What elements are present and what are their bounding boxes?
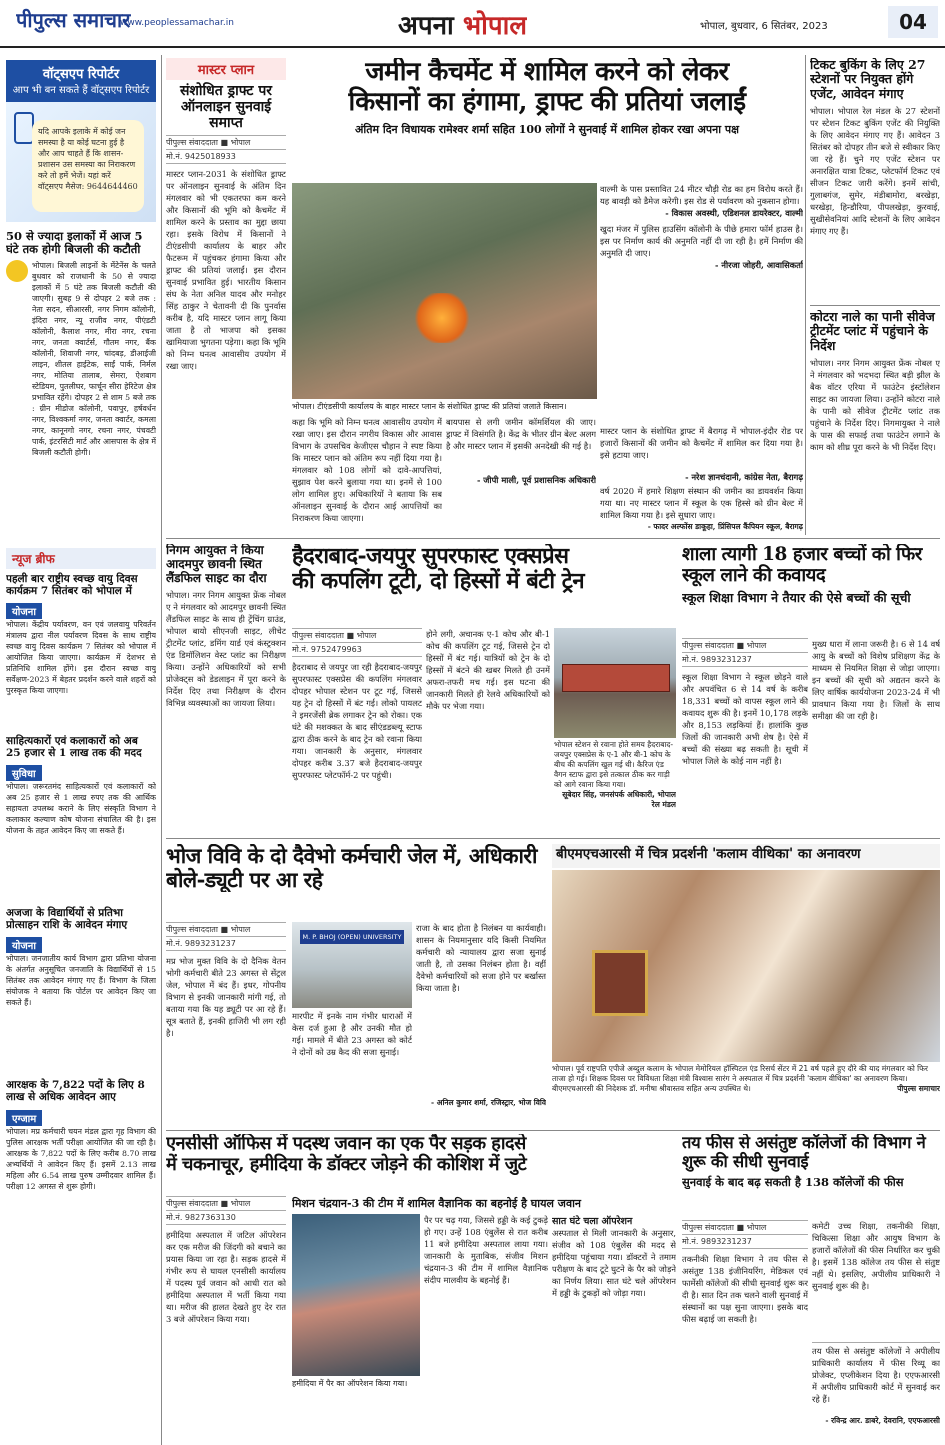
news-brief xyxy=(6,548,156,1438)
fee-mobile: मो.नं. 9893231237 xyxy=(682,1235,808,1249)
lead-quotes-bottom xyxy=(446,416,596,534)
whatsapp-title: वॉट्सएप रिपोर्टर xyxy=(42,67,120,82)
bhoj-caption: मारपीट में इनके नाम गंभीर धाराओं में केस दर्ज हुआ है और उनकी मौत हो गई। मामले में बीते 23 अगस्त को कोर्ट ने दोनों को उम्र कैद की सजा सुनाई। xyxy=(292,1011,412,1057)
exhibition-caption xyxy=(552,1064,940,1094)
brief-1-headline: पहली बार राष्ट्रीय स्वच्छ वायु दिवस कार्यक्रम 7 सितंबर को भोपाल में xyxy=(6,573,138,598)
brief-4-body: भोपाल। मप्र कर्मचारी चयन मंडल द्वारा गृह विभाग की पुलिस आरक्षक भर्ती परीक्षा आयोजित की जा रही है। आरक्षक के 7,822 पदों के लिए करीब 8.70 लाख अभ्यर्थियों ने आवेदन किए हैं। इसमें 2.13 लाख महिला और 6.54 लाख पुरुष उम्मीदवार शामिल हैं। परीक्षा 12 अगस्त से शुरू होगी। xyxy=(6,1126,156,1191)
bhoj-byline: पीपुल्स संवाददाता ■ भोपाल xyxy=(166,922,286,937)
brief-4-tag: एग्जाम xyxy=(6,1110,42,1126)
train-coach-icon xyxy=(562,664,670,692)
quote-2-by: - नीरजा जोहरी, आवासिकर्ता xyxy=(715,260,803,270)
exhibition-credit: पीपुल्स समाचार xyxy=(897,1084,940,1093)
phone-icon xyxy=(14,112,34,144)
train-caption-text: भोपाल स्टेशन से रवाना होते समय हैदराबाद-जयपुर एक्सप्रेस के ए-1 और बी-1 कोच के बीच की कपलिंग खुल गई थी। कैरिज एंड वैगन स्टाफ द्वारा इसे तत्काल ठीक कर गाड़ी को आगे रवाना किया गया। xyxy=(554,740,674,789)
quote-5-by: - फादर अल्फोंस डाकूहा, प्रिंसिपल कैंपियन स्कूल, बैरागढ़ xyxy=(647,522,803,531)
fee-headline: तय फीस से असंतुष्ट कॉलेजों की विभाग ने शुरू की सीधी सुनवाई xyxy=(682,1134,926,1171)
brief-1-tag: योजना xyxy=(6,603,42,619)
quote-3: बायपास से लगी जमीन कॉमर्शियल की जाए। ड्राफ्ट में विसंगति है। केंद्र के भीतर ग्रीन बेल्ट अलग है और मास्टर प्लान में इसकी अनदेखी की गई है। xyxy=(446,417,596,451)
brief-3-tag: योजना xyxy=(6,937,42,953)
train-byline: पीपुल्स संवाददाता ■ भोपाल xyxy=(292,628,422,643)
bhoj-side-by: - अनिल कुमार शर्मा, रजिस्ट्रार, भोज विवि xyxy=(431,1098,546,1107)
lead-headline-1: जमीन कैचमेंट में शामिल करने को लेकर xyxy=(365,58,729,87)
power-cut-article xyxy=(6,230,156,528)
fee-body: तकनीकी शिक्षा विभाग ने तय फीस से असंतुष्ट 138 इंजीनियरिंग, मेडिकल एवं फार्मेसी कॉलेजों की सीधी सुनवाई शुरू कर दी है। सात दिन तक चलने वाली सुनवाई में संस्थानों का पक्ष सुना जाएगा। इसके बाद फीस बढ़ाई जा सकती है। xyxy=(682,1254,808,1324)
ncc-deck-wrap xyxy=(292,1196,676,1211)
bhoj-article xyxy=(166,844,546,892)
train-headline-1: हैदराबाद-जयपुर सुपरफास्ट एक्सप्रेस xyxy=(292,544,569,569)
quote-2: खुदा मंजर में पुलिस हाउसिंग कॉलोनी के पीछे हमारा फॉर्म हाउस है। इस पर निर्माण कार्य की अनुमति नहीं दी जा रही है। हमें निर्माण की अनुमति दी जाए। xyxy=(600,224,803,258)
brief-4-headline: आरक्षक के 7,822 पदों के लिए 8 लाख से अधिक आवेदन आए xyxy=(6,1079,145,1104)
fee-byline: पीपुल्स संवाददाता ■ भोपाल xyxy=(682,1220,808,1235)
train-col-2 xyxy=(426,628,550,833)
dateline: भोपाल, बुधवार, 6 सितंबर, 2023 xyxy=(700,21,828,32)
school-col-1 xyxy=(682,638,808,833)
ncc-side-title: सात घंटे चला ऑपरेशन xyxy=(552,1216,633,1227)
sewage-body: भोपाल। नगर निगम आयुक्त फ्रेंक नोबल ए ने मंगलवार को भदभदा स्थित बड़ी झील के बैक वॉटर एरिया में फाउंटेन इंस्टॉलेशन साइट का जायजा लिया। उन्होंने कोटरा नाले के पानी को सीवेज ट्रीटमेंट प्लांट तक पहुंचाने के निर्देश दिए। निगमायुक्त ने नाले के पास की सफाई तथा फाउंटेन लगाने के काम को शीघ्र पूरा करने के भी निर्देश दिए। xyxy=(810,358,940,453)
bhoj-headline: भोज विवि के दो दैवेभो कर्मचारी जेल में, अधिकारी बोले-ड्यूटी पर आ रहे xyxy=(166,844,537,893)
exhibition-caption-text: भोपाल। पूर्व राष्ट्रपति एपीजे अब्दुल कलाम के भोपाल मेमोरियल हॉस्पिटल एंड रिसर्च सेंटर में 21 वर्ष पहले हुए दौरे की याद मंगलवार को फिर ताजा हो गई। शिक्षक दिवस पर विविधता शिक्षा मंत्री विश्वास सारंग ने अस्पताल में चित्र प्रदर्शनी 'कलाम वीथिका' का अनावरण किया। बीएमएचआरसी की निदेशक डॉ. मनीषा श्रीवास्तव सहित अन्य उपस्थित थे। xyxy=(552,1064,928,1093)
power-headline: 50 से ज्यादा इलाकों में आज 5 घंटे तक होगी बिजली की कटौती xyxy=(6,230,143,257)
lead-article xyxy=(292,58,802,137)
exhibition-photo xyxy=(552,870,940,1062)
whatsapp-subtitle: आप भी बन सकते हैं वॉट्सएप रिपोर्टर xyxy=(12,85,150,96)
train-caption-by: सूबेदार सिंह, जनसंपर्क अधिकारी, भोपाल रेल मंडल xyxy=(562,790,676,809)
ticket-agent-article xyxy=(810,58,940,303)
master-plan-article xyxy=(166,58,286,532)
fee-side-by: - रविन्द्र आर. डाबरे, देवरानि, एएफआरसी xyxy=(825,1416,940,1425)
portrait-frame-icon xyxy=(592,950,648,1016)
fee-body-2: कमेटी उच्च शिक्षा, तकनीकी शिक्षा, चिकित्सा शिक्षा और आयुष विभाग के हजारों कॉलेजों की फीस निर्धारित कर चुकी है। इसमें 138 कॉलेज तय फीस से संतुष्ट नहीं थे। इसलिए, अपीलीय प्राधिकारी ने सुनवाई शुरू की है। xyxy=(812,1221,940,1291)
lead-headline-2: किसानों का हंगामा, ड्राफ्ट की प्रतियां जलाईं xyxy=(348,86,746,117)
train-body-2: होने लगी, अचानक ए-1 कोच और बी-1 कोच की कपलिंग टूट गई, जिससे ट्रेन दो हिस्सों में बंट गई। यात्रियों को ट्रेन के दो हिस्सों में बंटने की खबर मिलते ही उनमें अफरा-तफरी मच गई। इस घटना की जानकारी मिलते ही रेलवे अधिकारियों को मौके पर भेजा गया। xyxy=(426,629,550,711)
train-article xyxy=(292,544,676,595)
bhoj-photo xyxy=(292,922,412,1008)
fire-icon xyxy=(412,293,472,343)
masthead xyxy=(0,0,945,48)
brief-1-body: भोपाल। केंद्रीय पर्यावरण, वन एवं जलवायु परिवर्तन मंत्रालय द्वारा नील पर्यावरण दिवस के साथ राष्ट्रीय स्वच्छ वायु दिवस कार्यक्रम 7 सितंबर को भोपाल में आयोजित किया जाएगा। कार्यक्रम में देशभर से प्रतिनिधि शामिल होंगे। इस दौरान स्वच्छ वायु सर्वेक्षण-2023 में बेहतर प्रदर्शन करने वाले शहरों को पुरस्कृत किया जाएगा। xyxy=(6,620,156,696)
ncc-body-2: पैर पर चढ़ गया, जिससे हड्डी के कई टुकड़े हो गए। उन्हें 108 एंबुलेंस से रात करीब 11 बजे हमीदिया अस्पताल लाया गया। जानकारी के मुताबिक, संजीव मिशन चंद्रयान-3 की टीम में शामिल वैज्ञानिक संदीप मालवीय के बहनोई हैं। xyxy=(424,1215,548,1285)
school-col-2 xyxy=(812,638,940,833)
section-title xyxy=(398,6,527,42)
lead-quotes-right xyxy=(600,183,803,423)
section-title-b: भोपाल xyxy=(462,11,528,41)
bulb-icon xyxy=(6,260,28,282)
sewage-article xyxy=(810,310,940,535)
ncc-col-1 xyxy=(166,1196,286,1441)
brief-3-headline: अजजा के विद्यार्थियों से प्रतिभा प्रोत्साहन राशि के आवेदन मंगाए xyxy=(6,907,128,932)
train-mobile: मो.नं. 9752479963 xyxy=(292,643,422,657)
bhoj-col-2 xyxy=(292,1010,412,1128)
lead-photo xyxy=(292,183,597,399)
master-plan-mobile: मो.नं. 9425018933 xyxy=(166,150,286,164)
master-plan-kicker: मास्टर प्लान xyxy=(166,58,286,80)
exhibition-header xyxy=(552,844,940,868)
fee-article xyxy=(682,1134,940,1189)
ncc-col-2 xyxy=(424,1214,548,1439)
bhoj-col-1 xyxy=(166,922,286,1127)
exhibition-headline: बीएमएचआरसी में चित्र प्रदर्शनी 'कलाम वीथिका' का अनावरण xyxy=(556,846,861,862)
landfill-article xyxy=(166,544,286,834)
train-headline-2: की कपलिंग टूटी, दो हिस्सों में बंटी ट्रेन xyxy=(292,568,585,595)
ncc-deck: मिशन चंद्रयान-3 की टीम में शामिल वैज्ञानिक का बहनोई है घायल जवान xyxy=(292,1197,582,1210)
ncc-side xyxy=(552,1214,676,1439)
school-mobile: मो.नं. 9893231237 xyxy=(682,653,808,667)
school-body-2: मुख्य धारा में लाना जरूरी है। 6 से 14 वर्ष आयु के बच्चों को विशेष प्रशिक्षण केंद्र के माध्यम से नियमित शिक्षा से जोड़ा जाएगा। इन बच्चों की सूची को अद्यतन करने के लिए वार्षिक कार्ययोजना 2023-24 में भी प्रावधान किया गया है। जिलों के साथ समीक्षा की जा रही है। xyxy=(812,639,940,721)
bhoj-body: मप्र भोज मुक्त विवि के दो दैनिक वेतन भोगी कर्मचारी बीते 23 अगस्त से सेंट्रल जेल, भोपाल में बंद हैं। इधर, गोपनीय विभाग से इनकी जानकारी मांगी गई, तो बताया गया कि यह ड्यूटी पर आ रहे हैं। सूत्र बताते हैं, इनकी हाजिरी भी लग रही है। xyxy=(166,956,286,1038)
brief-2-headline: साहित्यकारों एवं कलाकारों को अब 25 हजार से 1 लाख तक की मदद xyxy=(6,735,142,760)
ticket-headline: टिकट बुकिंग के लिए 27 स्टेशनों पर नियुक्त होंगे एजेंट, आवेदन मंगाए xyxy=(810,58,926,101)
whatsapp-bubble: यदि आपके इलाके में कोई जन समस्या है या कोई घटना हुई है और आप चाहते हैं कि शासन-प्रशासन उस समस्या का निराकरण करे तो हमें भेजें। यहां करें वॉट्सएप मैसेज: 9644644460 xyxy=(32,120,144,212)
whatsapp-reporter-box xyxy=(6,60,156,102)
school-article xyxy=(682,544,940,605)
quote-3-by: - जीपी माली, पूर्व प्रशासनिक अधिकारी xyxy=(476,475,596,485)
whatsapp-promo xyxy=(6,102,156,222)
news-brief-label: न्यूज ब्रीफ xyxy=(6,548,156,569)
bhoj-side-text: राजा के बाद होता है निलंबन या कार्यवाही। शासन के नियमानुसार यदि किसी नियमित कर्मचारी को न्यायालय द्वारा सजा सुनाई जाती है, तो उसका निलंबन होता है। वहीं दैवेभो कर्मचारियों को सजा होने पर बर्खास्त किया जाता है। xyxy=(416,923,546,993)
ticket-body: भोपाल। भोपाल रेल मंडल के 27 स्टेशनों पर स्टेशन टिकट बुकिंग एजेंट की नियुक्ति के लिए आवेदन मंगाए गए हैं। आवेदन 3 सितंबर को दोपहर तीन बजे से स्वीकार किए जा रहे हैं। चुने गए एजेंट स्टेशन पर अनारक्षित यात्रा टिकट, प्लेटफॉर्म टिकट एवं सीजन टिकट जारी करेंगे। इनमें सांची, गुलाबगंज, सुमेर, मंडीबामोरा, बरखेड़ा, धरखेड़ा, हिन्डौरिया, पीपलखेड़ा, कुरवाई, सुखीसेवनियां आदि स्टेशनों के लिए आवेदन मंगाए गए हैं। xyxy=(810,106,940,237)
fee-col-1 xyxy=(682,1220,808,1440)
lead-photo-caption: भोपाल। टीएंडसीपी कार्यालय के बाहर मास्टर प्लान के संशोधित ड्राफ्ट की प्रतियां जलाते किसान। xyxy=(292,402,567,411)
ncc-article xyxy=(166,1134,676,1175)
website-url[interactable]: www.peoplessamachar.in xyxy=(120,18,234,28)
ncc-caption: हमीदिया में पैर का ऑपरेशन किया गया। xyxy=(292,1379,408,1388)
brief-3-body: भोपाल। जनजातीय कार्य विभाग द्वारा प्रतिभा योजना के अंतर्गत अनुसूचित जनजाति के विद्यार्थियों से 15 सितंबर तक आवेदन मंगाए गए हैं। विभाग के जिला संयोजक ने बताया कि पोर्टल पर आवेदन किए जा सकते हैं। xyxy=(6,954,156,1008)
brand-name: पीपुल्स समाचार xyxy=(16,8,131,32)
quote-1-by: - विकास अवस्थी, एडिशनल डायरेक्टर, वाल्मी xyxy=(665,208,803,218)
power-body: भोपाल। बिजली लाइनों के मेंटेनेंस के चलते बुधवार को राजधानी के 50 से ज्यादा इलाकों में 5 घंटे तक बिजली कटौती की जाएगी। सुबह 9 से दोपहर 2 बजे तक : नेता सदन, सीआरसी, नगर निगम कॉलोनी, इंदिरा नगर, न्यू राजीव नगर, पीएंडटी कॉलोनी, कैलाश नगर, मीरा नगर, रचना नगर, जनता क्वार्टर्स, गौतम नगर, बैंक कॉलोनी, शिवाजी नगर, चांदबड़, डीआईजी लाइन, शीतल हाईटेक, साईं पार्क, निर्मल नगर, मोतिया तालाब, सेमरा, ऐशबाग स्टेडियम, पुतलीघर, फार्चून सीरा हेरिटेज क्षेत्र प्रभावित रहेंगे। दोपहर 2 से शाम 5 बजे तक : ग्रीन मीडोज कॉलोनी, पवापुर, हर्षवर्धन नगर, विश्वकर्मा नगर, जनता क्वार्टर, कमला नगर, कानूनगो नगर, रचना नगर, पंचवटी पार्क, इंटरसिटी मार्ट और आसपास के क्षेत्र में बिजली कटौती होगी। xyxy=(32,261,156,458)
train-caption xyxy=(554,740,676,834)
master-plan-headline: संशोधित ड्राफ्ट पर ऑनलाइन सुनवाई समाप्त xyxy=(179,83,273,132)
school-headline: शाला त्यागी 18 हजार बच्चों को फिर स्कूल लाने की कवायद xyxy=(682,544,922,587)
ncc-headline-2: में चकनाचूर, हमीदिया के डॉक्टर जोड़ने की कोशिश में जुटे xyxy=(166,1153,527,1175)
lead-quotes-bottom-right xyxy=(600,425,803,535)
ncc-side-text: अस्पताल से मिली जानकारी के अनुसार, संजीव को 108 एंबुलेंस की मदद से हमीदिया पहुंचाया गया। डॉक्टरों ने तमाम परीक्षण के बाद टूटे घुटने के पैर को जोड़ने का निर्णय लिया। सात घंटे चले ऑपरेशन में हड्डी के टुकड़ों को जोड़ा गया। xyxy=(552,1228,676,1298)
section-title-a: अपना xyxy=(398,11,454,41)
landfill-body: भोपाल। नगर निगम आयुक्त फ्रेंक नोबल ए ने मंगलवार को आदमपुर छावनी स्थित लैंडफिल साइट के साथ ही ट्रेंचिंग ग्राउंड, भोपाल बायो सीएनजी साइट, लीचेट ट्रीटमेंट प्लांट, डमिंग यार्ड एवं कंस्ट्रक्शन एंड डिमॉलिशन वेस्ट प्लांट का निरीक्षण किया। उन्होंने अधिकारियों को सभी प्रोजेक्ट्स को डेडलाइन में पूरा करने के निर्देश दिए तथा निरीक्षण के दौरान विभिन्न व्यवस्थाओं का जायजा लिया। xyxy=(166,590,286,709)
school-body: स्कूल शिक्षा विभाग ने स्कूल छोड़ने वाले और अपवंचित 6 से 14 वर्ष के करीब 18,331 बच्चों को वापस स्कूल लाने की कवायद शुरू की है। इनमें 10,178 लड़के और 8,153 लड़कियां हैं। हालांकि कुछ जिलों की जानकारी अभी शेष है। ऐसे में बच्चों की संख्या बढ़ सकती है। सूची में भोपाल जिले के कोई नाम नहीं है। xyxy=(682,672,808,766)
bhoj-mobile: मो.नं. 9893231237 xyxy=(166,937,286,951)
brief-2-body: भोपाल। जरूरतमंद साहित्यकारों एवं कलाकारों को अब 25 हजार से 1 लाख रुपए तक की आर्थिक सहायता उपलब्ध कराने के लिए संस्कृति विभाग ने कलाकार कल्याण कोष योजना संचालित की है। इस योजना के तहत आवेदन किए जा सकते हैं। xyxy=(6,782,156,836)
lead-body xyxy=(292,416,442,534)
sewage-headline: कोटरा नाले का पानी सीवेज ट्रीटमेंट प्लांट में पहुंचाने के निर्देश xyxy=(810,310,935,353)
fee-deck: सुनवाई के बाद बढ़ सकती है 138 कॉलेजों की फीस xyxy=(682,1174,904,1189)
school-deck: स्कूल शिक्षा विभाग ने तैयार की ऐसे बच्चों की सूची xyxy=(682,589,911,605)
quote-4-by: - नरेश ज्ञानचंदानी, कांग्रेस नेता, बैरागढ़ xyxy=(685,472,803,482)
landfill-headline: निगम आयुक्त ने किया आदमपुर छावनी स्थित लैंडफिल साइट का दौरा xyxy=(166,544,267,585)
quote-5: वर्ष 2020 में हमारे शिक्षण संस्थान की जमीन का डायवर्शन किया गया था। नए मास्टर प्लान में स्कूल के एक हिस्से को ग्रीन बेल्ट में शामिल किया गया है। इसे सुधारा जाए। xyxy=(600,486,803,520)
quote-1: वाल्मी के पास प्रस्तावित 24 मीटर चौड़ी रोड का हम विरोध करते हैं। यह बावड़ी को डैमेज करेगी। इस रोड से पर्यावरण को नुकसान होगा। xyxy=(600,184,803,206)
master-plan-byline: पीपुल्स संवाददाता ■ भोपाल xyxy=(166,135,286,150)
brief-2-tag: सुविधा xyxy=(6,765,42,781)
master-plan-body: मास्टर प्लान-2031 के संशोधित ड्राफ्ट पर ऑनलाइन सुनवाई के अंतिम दिन मंगलवार को भी एकतरफा कम करने और किसानों की भूमि को कैचमेंट में शामिल करने के प्रस्ताव का मुद्दा छाया रहा। इसके विरोध में किसानों ने टीएंडसीपी कार्यालय के बाहर और फैटरूम में पहुंचकर हंगामा किया और ड्राफ्ट की प्रतियां जलाईं। इस दौरान सुनवाई प्रभावित हुई। भारतीय किसान संघ के नेता अनिल यादव और मनोहर सिंह ठाकुर ने चेतावनी दी कि पुनर्वास करीब है, यदि मास्टर प्लान लागू किया जाता है तो भाजपा को इसका खामियाजा भुगतना पड़ेगा। कहा कि भूमि को निम्न घनत्व आवासीय उपयोग में रखा जाए। xyxy=(166,169,286,372)
ncc-mobile: मो.नं. 9827363130 xyxy=(166,1211,286,1225)
fee-side: तय फीस से असंतुष्ट कॉलेजों ने अपीलीय प्राधिकारी कार्यालय में फीस रिव्यू का प्रोजेक्ट, एप्लीकेशन दिया है। एएफआरसी में अपीलीय प्राधिकारी कोर्ट में सुनवाई कर रहे हैं। xyxy=(812,1342,940,1415)
train-body: हैदराबाद से जयपुर जा रही हैदराबाद-जयपुर सुपरफास्ट एक्सप्रेस की कपलिंग मंगलवार दोपहर भोपाल स्टेशन पर टूट गई, जिससे यह ट्रेन दो हिस्सों में बंट गई। लोको पायलट ने इमरजेंसी ब्रेक लगाकर ट्रेन को रोका। एक घंटे की मशक्कत के बाद सीएंडडब्ल्यू स्टाफ द्वारा ठीक करने के बाद ट्रेन को रवाना किया गया। जानकारी के अनुसार, मंगलवार दोपहर करीब 3.37 बजे हैदराबाद-जयपुर सुपरफास्ट प्लेटफॉर्म-2 पर पहुंची। xyxy=(292,662,422,780)
ncc-byline: पीपुल्स संवाददाता ■ भोपाल xyxy=(166,1196,286,1211)
ncc-body: हमीदिया अस्पताल में जटिल ऑपरेशन कर एक मरीज की जिंदगी को बचाने का प्रयास किया जा रहा है। सड़क हादसे में गंभीर रूप से घायल एनसीसी कार्यालय में पदस्थ पूर्व जवान को आधी रात को हमीदिया अस्पताल में भर्ती किया गया था। मरीज की हालत देखते हुए देर रात 3 बजे ऑपरेशन किया गया। xyxy=(166,1230,286,1324)
ncc-headline-1: एनसीसी ऑफिस में पदस्थ जवान का एक पैर सड़क हादसे xyxy=(166,1134,526,1154)
quote-4: मास्टर प्लान के संशोधित ड्राफ्ट में बैरागढ़ में भोपाल-इंदौर रोड पर हजारों किसानों की जमीन को कैचमेंट में शामिल कर दिया गया है। इसे हटाया जाए। xyxy=(600,426,803,460)
bhoj-side xyxy=(416,922,546,1127)
school-byline: पीपुल्स संवाददाता ■ भोपाल xyxy=(682,638,808,653)
ncc-photo xyxy=(292,1214,420,1376)
train-photo xyxy=(554,628,676,738)
lead-col-body: कहा कि भूमि को निम्न घनत्व आवासीय उपयोग में रखा जाए। इस दौरान नगरीय विकास और आवास विभाग के उपसचिव केजीएस चौहान ने स्पष्ट किया कि मास्टर प्लान को अंतिम रूप नहीं दिया गया है। मंगलवार को 108 लोगों को दावे-आपत्तियां, सुझाव पेश करने बुलाया गया था। इनमें से 100 लोग शामिल हुए। अधिकारियों ने बताया कि सब ऑनलाइन सुनवाई के दौरान आई आपत्तियों का निराकरण किया जाएगा। xyxy=(292,417,442,523)
fee-col-2 xyxy=(812,1220,940,1440)
page-number: 04 xyxy=(888,6,938,38)
university-board: M. P. BHOJ (OPEN) UNIVERSITY xyxy=(300,930,404,944)
lead-deck: अंतिम दिन विधायक रामेश्वर शर्मा सहित 100 लोगों ने सुनवाई में शामिल होकर रखा अपना पक्ष xyxy=(354,122,740,136)
train-col-1 xyxy=(292,628,422,833)
